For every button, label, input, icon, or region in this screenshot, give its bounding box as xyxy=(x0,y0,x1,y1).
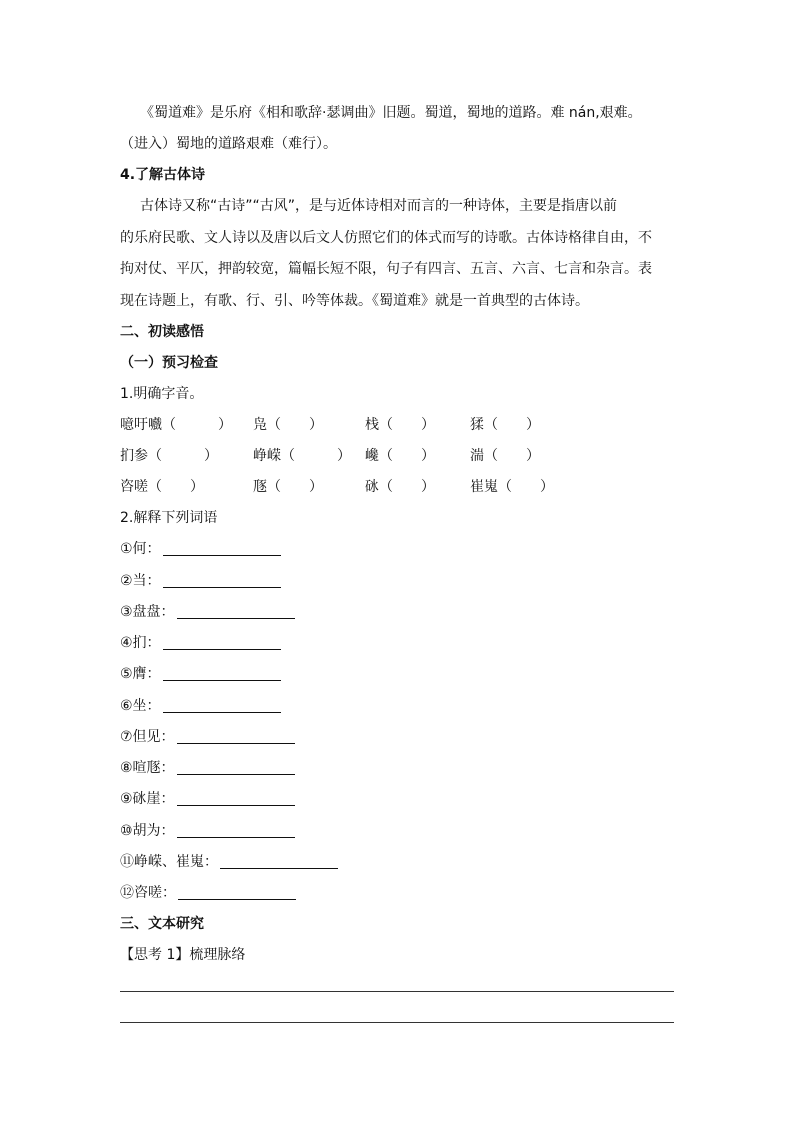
term-label: ⑫咨嗟： xyxy=(120,885,176,901)
term-label: ⑪峥嵘、崔嵬： xyxy=(120,854,218,870)
section-4-para-line-3: 拘对仗、平仄，押韵较宽，篇幅长短不限，句子有四言、五言、六言、七言和杂言。表 xyxy=(120,261,652,277)
section-4-para-line-1: 古体诗又称“古诗”“古风”，是与近体诗相对而言的一种诗体，主要是指唐以前 xyxy=(140,198,618,214)
answer-blank[interactable] xyxy=(163,573,281,588)
pinyin-item: 栈（ ） xyxy=(365,417,435,433)
answer-blank[interactable] xyxy=(177,729,295,744)
question-1-label: 1.明确字音。 xyxy=(120,386,204,402)
section-4-heading: 4.了解古体诗 xyxy=(120,167,206,183)
term-row xyxy=(120,790,295,808)
answer-blank[interactable] xyxy=(177,760,295,775)
term-label: ⑥坐： xyxy=(120,698,161,714)
term-label: ⑩胡为： xyxy=(120,823,175,839)
term-label: ④扪： xyxy=(120,635,161,651)
term-row xyxy=(120,759,295,777)
term-row xyxy=(120,697,281,715)
term-row xyxy=(120,634,281,652)
question-2-label: 2.解释下列词语 xyxy=(120,510,218,526)
term-row xyxy=(120,853,338,871)
term-label: ⑧喧豗： xyxy=(120,760,175,776)
answer-line[interactable] xyxy=(120,991,674,992)
answer-blank[interactable] xyxy=(177,604,295,619)
pinyin-item: 湍（ ） xyxy=(470,448,540,464)
part-2-heading: 二、初读感悟 xyxy=(120,324,204,340)
pinyin-item: 猱（ ） xyxy=(470,417,540,433)
term-label: ③盘盘： xyxy=(120,604,175,620)
pinyin-item: 咨嗟（ ） xyxy=(120,479,204,495)
answer-blank[interactable] xyxy=(163,541,281,556)
answer-blank[interactable] xyxy=(163,635,281,650)
answer-blank[interactable] xyxy=(177,823,295,838)
answer-blank[interactable] xyxy=(220,854,338,869)
term-row xyxy=(120,665,281,683)
pinyin-item: 巉（ ） xyxy=(365,448,435,464)
term-label: ⑤膺： xyxy=(120,666,161,682)
pinyin-item: 扪参（ ） xyxy=(120,448,218,464)
term-label: ②当： xyxy=(120,573,161,589)
answer-line[interactable] xyxy=(120,1022,674,1023)
answer-blank[interactable] xyxy=(178,885,296,900)
pinyin-item: 豗（ ） xyxy=(253,479,323,495)
term-row xyxy=(120,603,295,621)
term-row xyxy=(120,822,295,840)
term-label: ①何： xyxy=(120,541,161,557)
term-row xyxy=(120,540,281,558)
term-label: ⑦但见： xyxy=(120,729,175,745)
preview-check-heading: （一）预习检查 xyxy=(120,355,218,371)
term-row xyxy=(120,728,295,746)
section-4-para-line-2: 的乐府民歌、文人诗以及唐以后文人仿照它们的体式而写的诗歌。古体诗格律自由，不 xyxy=(120,230,652,246)
term-row xyxy=(120,572,281,590)
answer-blank[interactable] xyxy=(163,698,281,713)
pinyin-item: 凫（ ） xyxy=(253,417,323,433)
term-row xyxy=(120,884,296,902)
pinyin-item: 崔嵬（ ） xyxy=(470,479,554,495)
answer-blank[interactable] xyxy=(163,666,281,681)
pinyin-item: 砯（ ） xyxy=(365,479,435,495)
term-label: ⑨砯崖： xyxy=(120,791,175,807)
section-4-para-line-4: 现在诗题上，有歌、行、引、吟等体裁。《蜀道难》就是一首典型的古体诗。 xyxy=(120,293,589,309)
answer-blank[interactable] xyxy=(177,791,295,806)
pinyin-item: 峥嵘（ ） xyxy=(253,448,351,464)
pinyin-item: 噫吁嚱（ ） xyxy=(120,417,232,433)
intro-line-2: （进入）蜀地的道路艰难（难行）。 xyxy=(120,136,337,152)
part-3-heading: 三、文本研究 xyxy=(120,916,204,932)
think-1-prompt: 【思考 1】梳理脉络 xyxy=(120,947,246,963)
intro-line-1: 《蜀道难》是乐府《相和歌辞·瑟调曲》旧题。蜀道，蜀地的道路。难 nán,艰难。 xyxy=(140,105,642,121)
